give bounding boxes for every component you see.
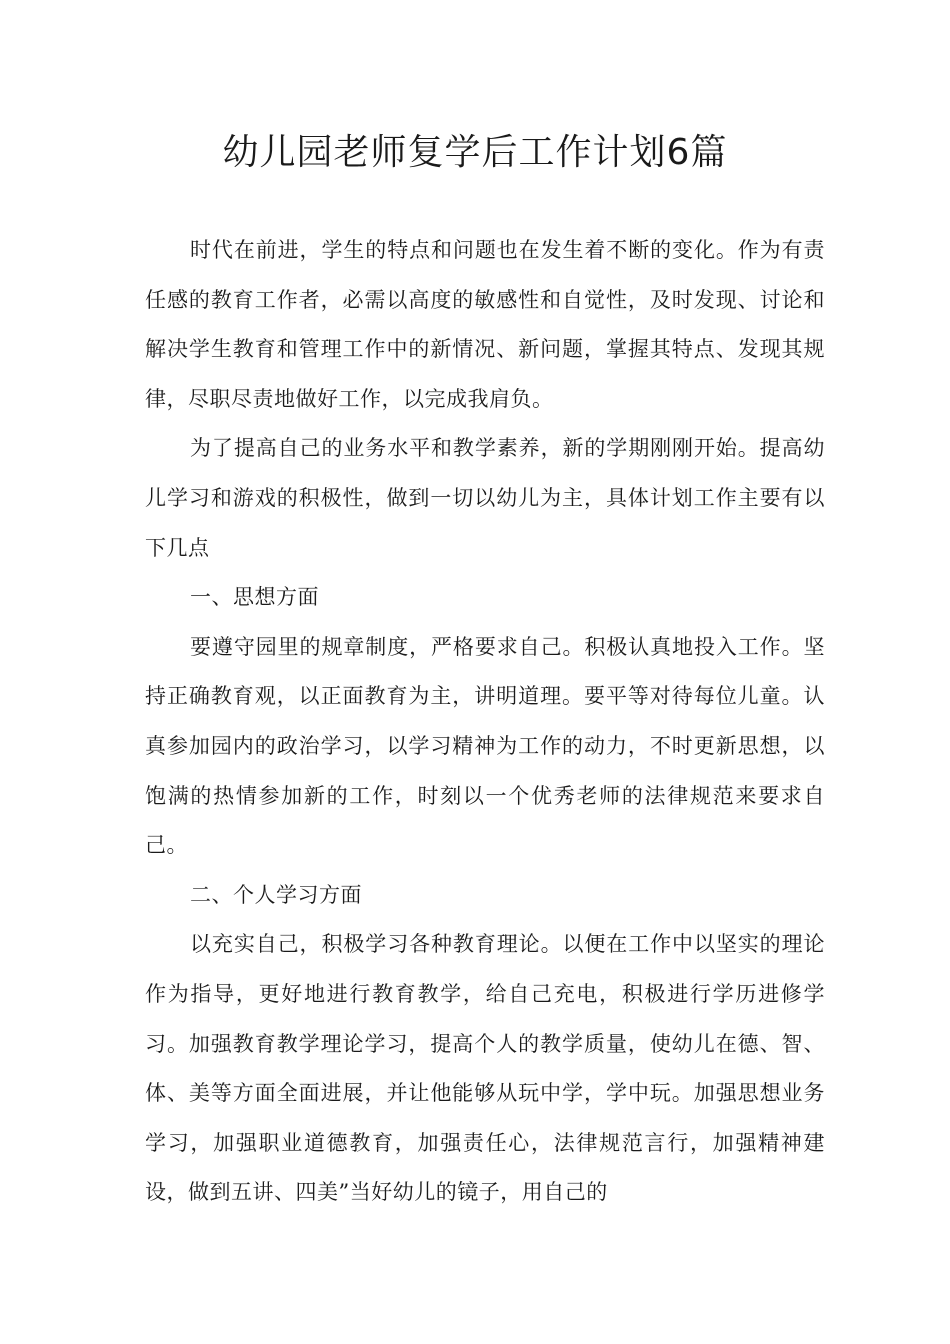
paragraph-personal-study: 以充实自己，积极学习各种教育理论。以便在工作中以坚实的理论作为指导，更好地进行教育教学，给自己充电，积极进行学历进修学习。加强教育教学理论学习，提高个人的教学质量，使幼儿在德、智、体、美等方面全面进展，并让他能够从玩中学，学中玩。加强思想业务学习，加强职业道德教育，加强责任心，法律规范言行，加强精神建设，做到五讲、四美”当好幼儿的镜子，用自己的 (145, 932, 825, 1205)
document-body (145, 226, 825, 1218)
document-title: 幼儿园老师复学后工作计划6篇 (222, 132, 728, 173)
paragraph-intro: 时代在前进，学生的特点和问题也在发生着不断的变化。作为有责任感的教育工作者，必需以高度的敏感性和自觉性，及时发现、讨论和解决学生教育和管理工作中的新情况、新问题，掌握其特点、发现其规律，尽职尽责地做好工作，以完成我肩负。 (145, 238, 825, 411)
section-heading-personal-study: 二、个人学习方面 (190, 882, 362, 907)
paragraph-plan-overview: 为了提高自己的业务水平和教学素养，新的学期刚刚开始。提高幼儿学习和游戏的积极性，做到一切以幼儿为主，具体计划工作主要有以下几点 (145, 436, 825, 560)
paragraph-thinking: 要遵守园里的规章制度，严格要求自己。积极认真地投入工作。坚持正确教育观，以正面教育为主，讲明道理。要平等对待每位儿童。认真参加园内的政治学习，以学习精神为工作的动力，不时更新思想，以饱满的热情参加新的工作，时刻以一个优秀老师的法律规范来要求自己。 (145, 634, 825, 858)
section-heading-thinking: 一、思想方面 (190, 585, 319, 610)
